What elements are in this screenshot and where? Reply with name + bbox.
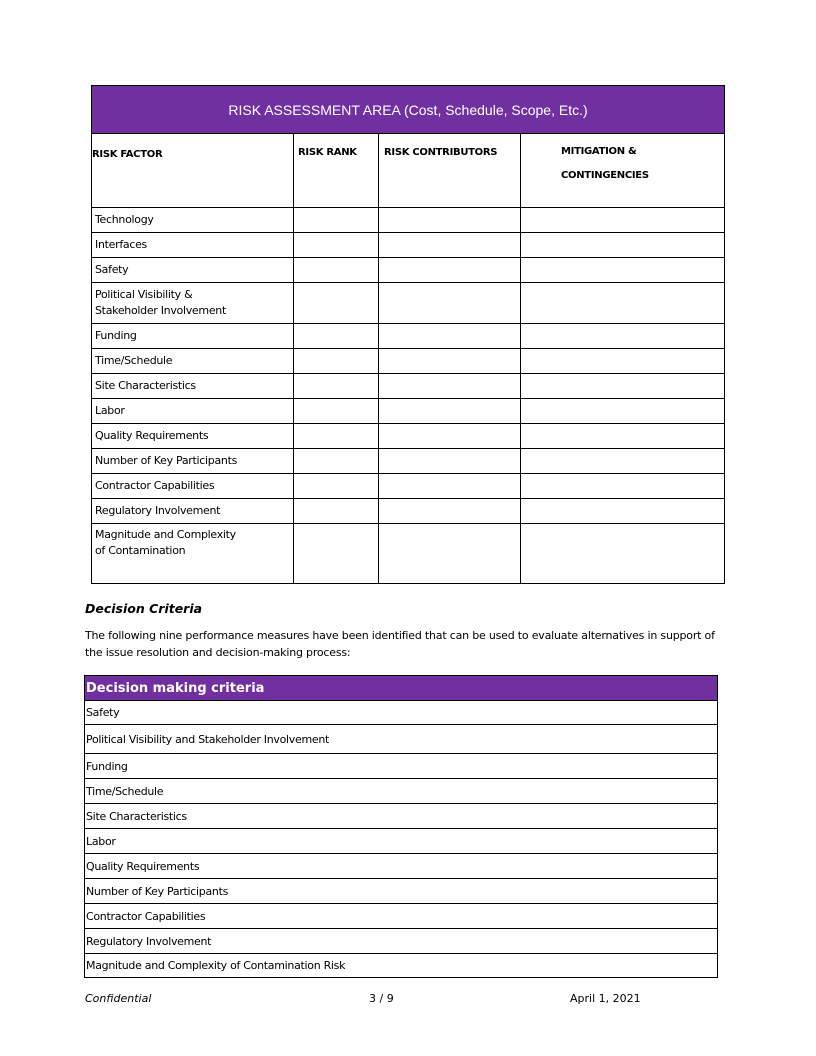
risk-rank-cell[interactable] [294, 449, 379, 474]
header-mitigation-line2: CONTINGENCIES [561, 170, 649, 181]
risk-contributors-cell[interactable] [379, 399, 521, 424]
risk-row [92, 449, 725, 474]
criteria-row [85, 854, 718, 879]
risk-factor-cell [92, 324, 294, 349]
mitigation-cell[interactable] [521, 324, 725, 349]
risk-factor-cell [92, 208, 294, 233]
risk-assessment-table [91, 85, 725, 584]
risk-rank-cell[interactable] [294, 283, 379, 324]
header-risk-rank: RISK RANK [294, 134, 379, 208]
risk-row [92, 258, 725, 283]
mitigation-cell[interactable] [521, 349, 725, 374]
criteria-row [85, 725, 718, 754]
risk-row [92, 233, 725, 258]
risk-factor-cell [92, 499, 294, 524]
risk-factor-cell [92, 374, 294, 399]
mitigation-cell[interactable] [521, 524, 725, 584]
mitigation-cell[interactable] [521, 424, 725, 449]
risk-factor-line1: Technology [95, 213, 154, 226]
risk-factor-line1: Site Characteristics [95, 379, 196, 392]
risk-contributors-cell[interactable] [379, 349, 521, 374]
risk-factor-cell [92, 424, 294, 449]
risk-factor-line1: Contractor Capabilities [95, 479, 215, 492]
risk-row [92, 324, 725, 349]
footer-date: April 1, 2021 [570, 992, 641, 1005]
risk-table-title: RISK ASSESSMENT AREA (Cost, Schedule, Scope, Etc.) [92, 86, 725, 134]
header-risk-factor: RISK FACTOR [92, 134, 294, 208]
risk-factor-cell [92, 449, 294, 474]
decision-criteria-table [84, 675, 718, 978]
risk-rank-cell[interactable] [294, 258, 379, 283]
risk-factor-line1: Political Visibility & [95, 288, 193, 301]
mitigation-cell[interactable] [521, 258, 725, 283]
risk-contributors-cell[interactable] [379, 374, 521, 399]
criteria-row [85, 904, 718, 929]
risk-contributors-cell[interactable] [379, 424, 521, 449]
risk-rank-cell[interactable] [294, 208, 379, 233]
mitigation-cell[interactable] [521, 208, 725, 233]
risk-row [92, 374, 725, 399]
mitigation-cell[interactable] [521, 233, 725, 258]
criteria-item: Quality Requirements [85, 854, 718, 879]
criteria-item: Regulatory Involvement [85, 929, 718, 954]
risk-factor-line2: Stakeholder Involvement [95, 304, 226, 317]
mitigation-cell[interactable] [521, 283, 725, 324]
risk-rank-cell[interactable] [294, 324, 379, 349]
criteria-item: Number of Key Participants [85, 879, 718, 904]
risk-rank-cell[interactable] [294, 233, 379, 258]
risk-rank-cell[interactable] [294, 424, 379, 449]
criteria-row [85, 701, 718, 725]
decision-table-header: Decision making criteria [85, 676, 718, 701]
risk-factor-line1: Safety [95, 263, 129, 276]
risk-factor-cell [92, 233, 294, 258]
risk-row [92, 524, 725, 584]
risk-factor-line1: Labor [95, 404, 125, 417]
criteria-row [85, 954, 718, 978]
risk-factor-line2: of Contamination [95, 544, 186, 557]
risk-factor-cell [92, 258, 294, 283]
risk-factor-cell [92, 524, 294, 584]
risk-row [92, 474, 725, 499]
decision-table-body [85, 701, 718, 978]
risk-contributors-cell[interactable] [379, 324, 521, 349]
criteria-item: Contractor Capabilities [85, 904, 718, 929]
risk-factor-line1: Time/Schedule [95, 354, 173, 367]
footer-confidential: Confidential [85, 992, 152, 1005]
risk-contributors-cell[interactable] [379, 233, 521, 258]
risk-factor-cell [92, 349, 294, 374]
criteria-row [85, 804, 718, 829]
risk-rank-cell[interactable] [294, 349, 379, 374]
risk-row [92, 283, 725, 324]
risk-rank-cell[interactable] [294, 474, 379, 499]
risk-table-body [92, 208, 725, 584]
mitigation-cell[interactable] [521, 374, 725, 399]
criteria-row [85, 754, 718, 779]
criteria-item: Magnitude and Complexity of Contamination Risk [85, 954, 718, 978]
criteria-item: Funding [85, 754, 718, 779]
decision-criteria-title: Decision Criteria [85, 601, 203, 616]
risk-contributors-cell[interactable] [379, 524, 521, 584]
risk-contributors-cell[interactable] [379, 258, 521, 283]
criteria-row [85, 929, 718, 954]
risk-rank-cell[interactable] [294, 499, 379, 524]
header-mitigation-line1: MITIGATION & [561, 146, 637, 157]
criteria-row [85, 779, 718, 804]
mitigation-cell[interactable] [521, 399, 725, 424]
risk-factor-line1: Interfaces [95, 238, 147, 251]
risk-contributors-cell[interactable] [379, 474, 521, 499]
criteria-item: Time/Schedule [85, 779, 718, 804]
criteria-row [85, 829, 718, 854]
header-risk-contributors: RISK CONTRIBUTORS [379, 134, 521, 208]
footer-page-number: 3 / 9 [369, 992, 394, 1005]
risk-factor-line1: Funding [95, 329, 137, 342]
risk-contributors-cell[interactable] [379, 208, 521, 233]
criteria-item: Safety [85, 701, 718, 725]
mitigation-cell[interactable] [521, 474, 725, 499]
risk-rank-cell[interactable] [294, 374, 379, 399]
risk-contributors-cell[interactable] [379, 283, 521, 324]
risk-contributors-cell[interactable] [379, 499, 521, 524]
risk-rank-cell[interactable] [294, 399, 379, 424]
mitigation-cell[interactable] [521, 449, 725, 474]
criteria-item: Political Visibility and Stakeholder Involvement [85, 725, 718, 754]
criteria-item: Labor [85, 829, 718, 854]
criteria-row [85, 879, 718, 904]
risk-row [92, 499, 725, 524]
risk-row [92, 349, 725, 374]
risk-factor-cell [92, 399, 294, 424]
mitigation-cell[interactable] [521, 499, 725, 524]
risk-rank-cell[interactable] [294, 524, 379, 584]
header-mitigation [521, 134, 725, 208]
risk-factor-cell [92, 283, 294, 324]
risk-factor-line1: Number of Key Participants [95, 454, 238, 467]
risk-row [92, 424, 725, 449]
risk-factor-line1: Quality Requirements [95, 429, 209, 442]
risk-factor-line1: Magnitude and Complexity [95, 528, 236, 541]
risk-factor-line1: Regulatory Involvement [95, 504, 221, 517]
risk-contributors-cell[interactable] [379, 449, 521, 474]
decision-intro-text: The following nine performance measures have been identified that can be used to evaluate alternatives in support of the issue resolution and decision-making process: [85, 629, 715, 659]
risk-factor-cell [92, 474, 294, 499]
criteria-item: Site Characteristics [85, 804, 718, 829]
risk-row [92, 399, 725, 424]
risk-row [92, 208, 725, 233]
